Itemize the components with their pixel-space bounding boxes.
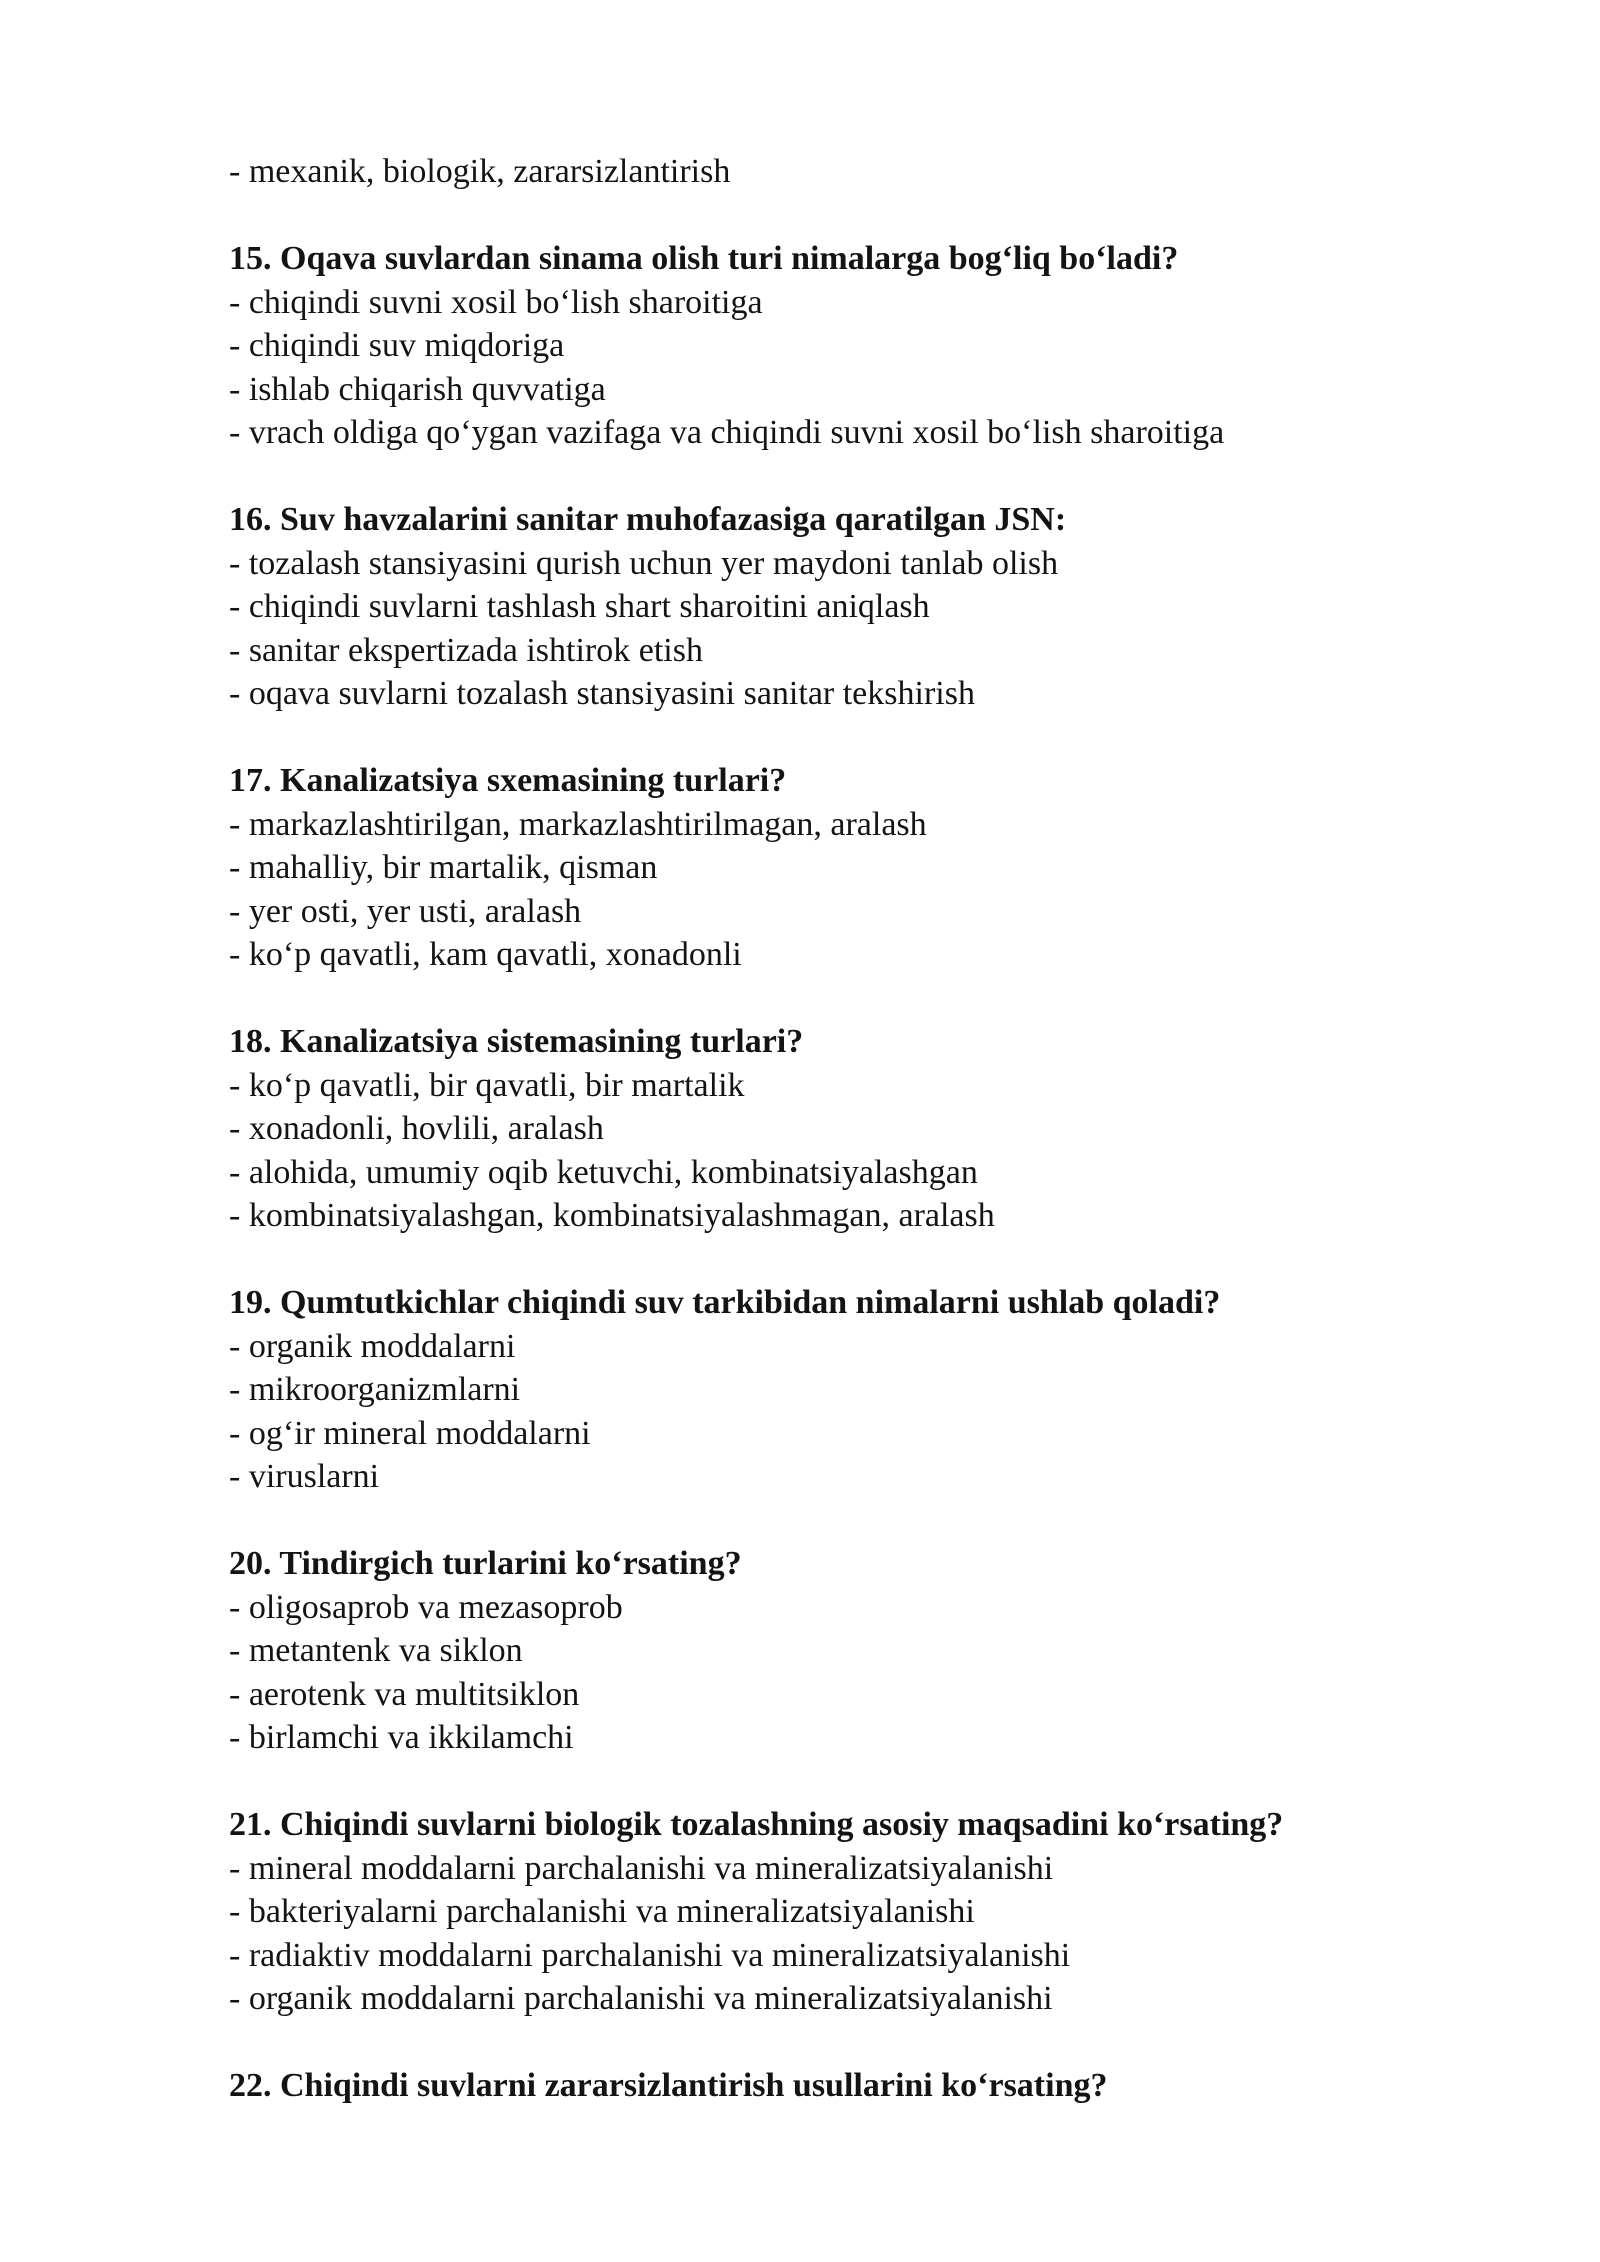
question-block-20 [229, 1542, 1529, 1760]
answer-option: - chiqindi suv miqdoriga [229, 327, 565, 364]
answer-option: - mineral moddalarni parchalanishi va mineralizatsiyalanishi [229, 1849, 1054, 1887]
answer-option: - oligosaprob va mezasoprob [229, 1588, 623, 1626]
answer-option: - metantenk va siklon [229, 1632, 523, 1669]
answer-option: - viruslarni [229, 1458, 380, 1495]
answer-option: - xonadonli, hovlili, aralash [229, 1110, 604, 1147]
question-block-17 [229, 759, 1529, 977]
answer-option: - og‘ir mineral moddalarni [229, 1414, 591, 1452]
answer-option: - ishlab chiqarish quvvatiga [229, 370, 606, 408]
question-title: 15. Oqava suvlardan sinama olish turi nimalarga bog‘liq bo‘ladi? [229, 240, 1179, 277]
answer-option: - mikroorganizmlarni [229, 1371, 521, 1408]
answer-option: - ko‘p qavatli, kam qavatli, xonadonli [229, 936, 742, 973]
question-block-22 [229, 2064, 1529, 2108]
question-block-21 [229, 1803, 1529, 2021]
question-title: 16. Suv havzalarini sanitar muhofazasiga qaratilgan JSN: [229, 501, 1067, 538]
answer-option: - ko‘p qavatli, bir qavatli, bir martalik [229, 1066, 745, 1104]
answer-option: - sanitar ekspertizada ishtirok etish [229, 631, 703, 669]
document-page [229, 150, 1529, 2108]
question-block-15 [229, 237, 1529, 455]
answer-option: - chiqindi suvni xosil bo‘lish sharoitiga [229, 283, 763, 321]
answer-option: - kombinatsiyalashgan, kombinatsiyalashmagan, aralash [229, 1197, 995, 1234]
answer-option: - yer osti, yer usti, aralash [229, 892, 582, 930]
question-title: 21. Chiqindi suvlarni biologik tozalashning asosiy maqsadini ko‘rsating? [229, 1806, 1284, 1843]
answer-option: - oqava suvlarni tozalash stansiyasini sanitar tekshirish [229, 675, 975, 712]
answer-option: - organik moddalarni parchalanishi va mineralizatsiyalanishi [229, 1980, 1053, 2017]
question-title: 20. Tindirgich turlarini ko‘rsating? [229, 1545, 742, 1582]
answer-option: - radiaktiv moddalarni parchalanishi va mineralizatsiyalanishi [229, 1936, 1071, 1974]
answer-option: - birlamchi va ikkilamchi [229, 1719, 574, 1756]
answer-option: - bakteriyalarni parchalanishi va mineralizatsiyalanishi [229, 1893, 975, 1930]
answer-option: - mexanik, biologik, zararsizlantirish [229, 153, 731, 190]
answer-option: - aerotenk va multitsiklon [229, 1675, 580, 1713]
question-block-18 [229, 1020, 1529, 1238]
answer-option: - vrach oldiga qo‘ygan vazifaga va chiqindi suvni xosil bo‘lish sharoitiga [229, 414, 1225, 451]
answer-option: - chiqindi suvlarni tashlash shart sharoitini aniqlash [229, 588, 930, 625]
question-title: 22. Chiqindi suvlarni zararsizlantirish usullarini ko‘rsating? [229, 2067, 1108, 2104]
answer-option: - alohida, umumiy oqib ketuvchi, kombinatsiyalashgan [229, 1153, 978, 1191]
question-title: 19. Qumtutkichlar chiqindi suv tarkibidan nimalarni ushlab qoladi? [229, 1284, 1221, 1321]
question-block-19 [229, 1281, 1529, 1499]
question-block-16 [229, 498, 1529, 716]
answer-option: - tozalash stansiyasini qurish uchun yer maydoni tanlab olish [229, 544, 1059, 582]
answer-option: - markazlashtirilgan, markazlashtirilmagan, aralash [229, 805, 927, 843]
answer-option: - mahalliy, bir martalik, qisman [229, 849, 658, 886]
answer-option: - organik moddalarni [229, 1327, 516, 1365]
question-title: 18. Kanalizatsiya sistemasining turlari? [229, 1023, 804, 1060]
question-title: 17. Kanalizatsiya sxemasining turlari? [229, 762, 787, 799]
